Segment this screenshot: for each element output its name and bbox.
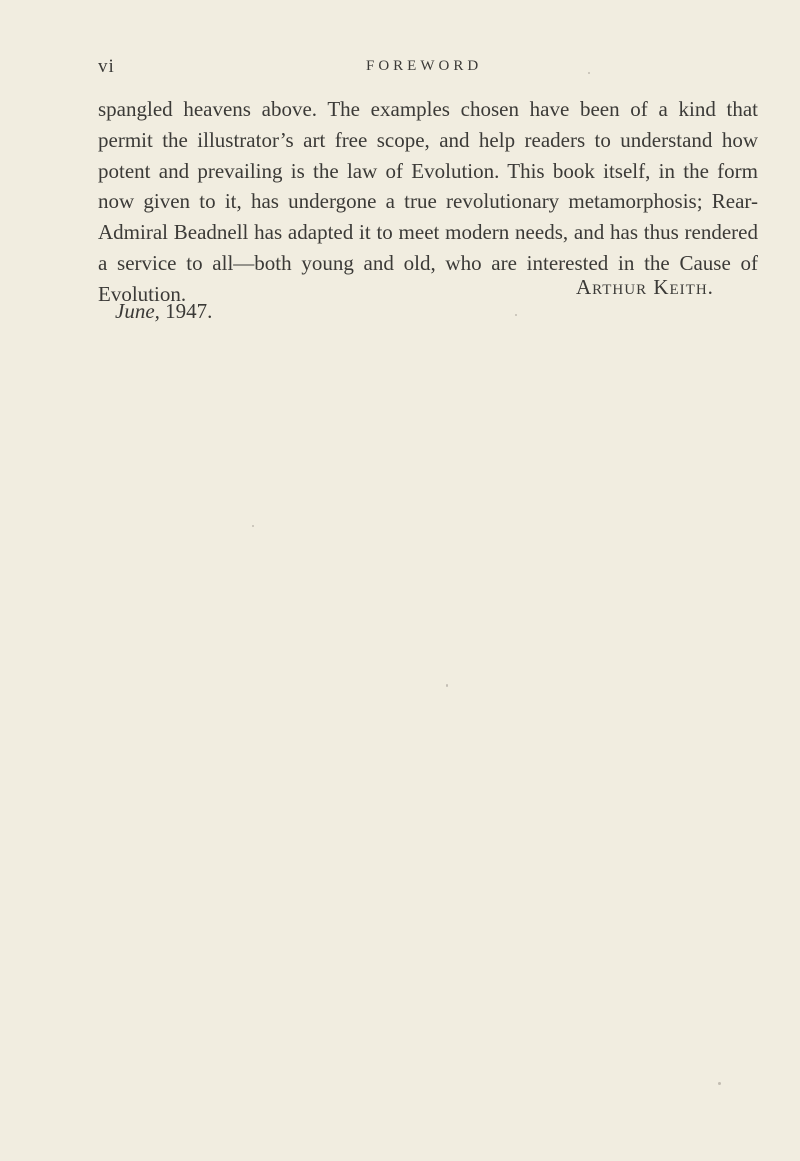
paper-speck [515,314,517,316]
date-year: 1947. [159,299,213,323]
paper-speck [252,525,254,527]
page-number: vi [98,56,115,77]
running-head [98,56,758,80]
paper-speck [446,684,448,687]
foreword-paragraph: spangled heavens above. The examples chosen have been of a kind that permit the illustrator’s art free scope, and help readers to understand how potent and prevailing is the law of Evolution. This book itself, in the form now given to it, has undergone a true revolutionary metamorphosis; Rear-Admiral Beadnell has adapted it to meet modern needs, and has thus rendered a service to all—both young and old, who are interested in the Cause of Evolution. [98,97,758,306]
section-title: FOREWORD [366,58,483,74]
paper-speck [588,72,590,74]
paper-speck [718,1082,721,1085]
author-signature: Arthur Keith. [576,275,714,299]
date-month: June, [115,299,160,323]
date-line [115,299,212,324]
